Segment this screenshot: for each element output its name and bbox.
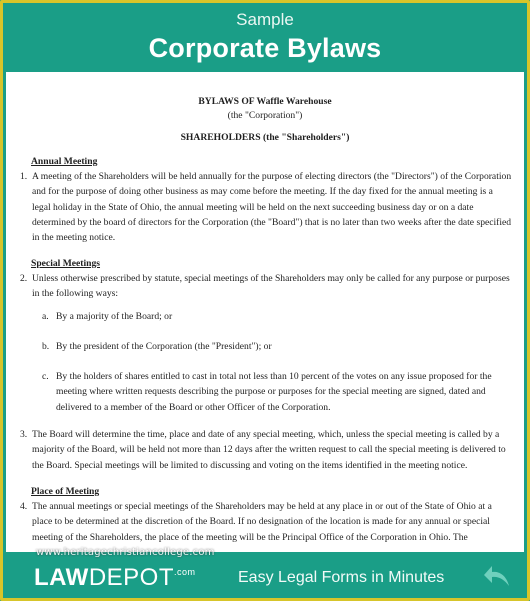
logo-depot: DEPOT xyxy=(88,564,175,591)
subitem-letter: c. xyxy=(42,371,49,382)
document-subheading: (the "Corporation") xyxy=(227,110,303,121)
subitem-c xyxy=(42,369,512,415)
subitem-text: By a majority of the Board; or xyxy=(56,311,173,322)
subitem-a xyxy=(42,309,512,324)
document-page xyxy=(6,72,524,552)
paragraph-1 xyxy=(20,169,512,245)
paragraph-text: The annual meetings or special meetings of the Shareholders may be held at any place in or out of the State of Ohio at a place to be determined at the discretion of the Board. If no designation of the location is made for any annual or special meeting of the Shareholders, the place of the meeting will be the Principal Office of the Corporation in Ohio. The xyxy=(32,501,492,543)
subitem-b xyxy=(42,339,512,354)
tagline: Easy Legal Forms in Minutes xyxy=(238,569,445,586)
paragraph-text: A meeting of the Shareholders will be held annually for the purpose of electing directors (the "Directors") of the Corporation and for the purpose of doing other business as may come before the meeting. If the day fixed for the annual meeting is a legal holiday in the State of Ohio, the annual meeting will be held on the next succeeding business day or on a date determined by the board of directors for the Corporation (the "Board") that is no later than two weeks after the date specified in the meeting notice. xyxy=(32,171,512,244)
annual-meeting-heading: Annual Meeting xyxy=(31,156,98,167)
paragraph-number: 3. xyxy=(20,429,28,440)
subitem-letter: a. xyxy=(42,311,49,322)
sample-label: Sample xyxy=(236,10,294,29)
document-heading: BYLAWS OF Waffle Warehouse xyxy=(198,96,332,107)
subitem-letter: b. xyxy=(42,341,50,352)
place-of-meeting-heading: Place of Meeting xyxy=(31,486,100,497)
paragraph-number: 1. xyxy=(20,171,28,182)
paragraph-text: Unless otherwise prescribed by statute, special meetings of the Shareholders may only be called for any purpose or purposes in the following ways: xyxy=(32,273,510,300)
paragraph-2 xyxy=(20,271,512,302)
header-banner xyxy=(0,0,530,72)
paragraph-number: 2. xyxy=(20,273,28,284)
logo-law: LAW xyxy=(34,564,89,591)
logo-com: .com xyxy=(174,567,196,577)
page-title: Corporate Bylaws xyxy=(148,33,382,63)
paragraph-text: The Board will determine the time, place and date of any special meeting, which, unless the special meeting is called by a majority of the Board, will be held not more than 12 days after the written request to call the special meeting is delivered to the Board. Special meetings will be limited to discussing and voting on the items identified in the meeting notice. xyxy=(32,429,506,471)
back-arrow-icon[interactable] xyxy=(482,562,512,590)
subitem-text: By the president of the Corporation (the "President"); or xyxy=(56,341,272,352)
paragraph-4 xyxy=(20,499,512,545)
paragraph-3 xyxy=(20,427,512,473)
section-title: SHAREHOLDERS (the "Shareholders") xyxy=(180,132,350,143)
special-meetings-heading: Special Meetings xyxy=(31,258,101,269)
footer-banner xyxy=(0,547,530,601)
watermark-text: www.heritagechristiancollege.com xyxy=(36,547,215,558)
lawdepot-logo[interactable] xyxy=(34,564,196,592)
subitem-text: By the holders of shares entitled to cast in total not less than 10 percent of the votes on any issue proposed for the meeting where written requests describing the purpose or purposes for the special meeting are signed, dated and delivered to a member of the Board or other Officer of the Corporation. xyxy=(56,371,492,413)
paragraph-number: 4. xyxy=(20,501,28,512)
